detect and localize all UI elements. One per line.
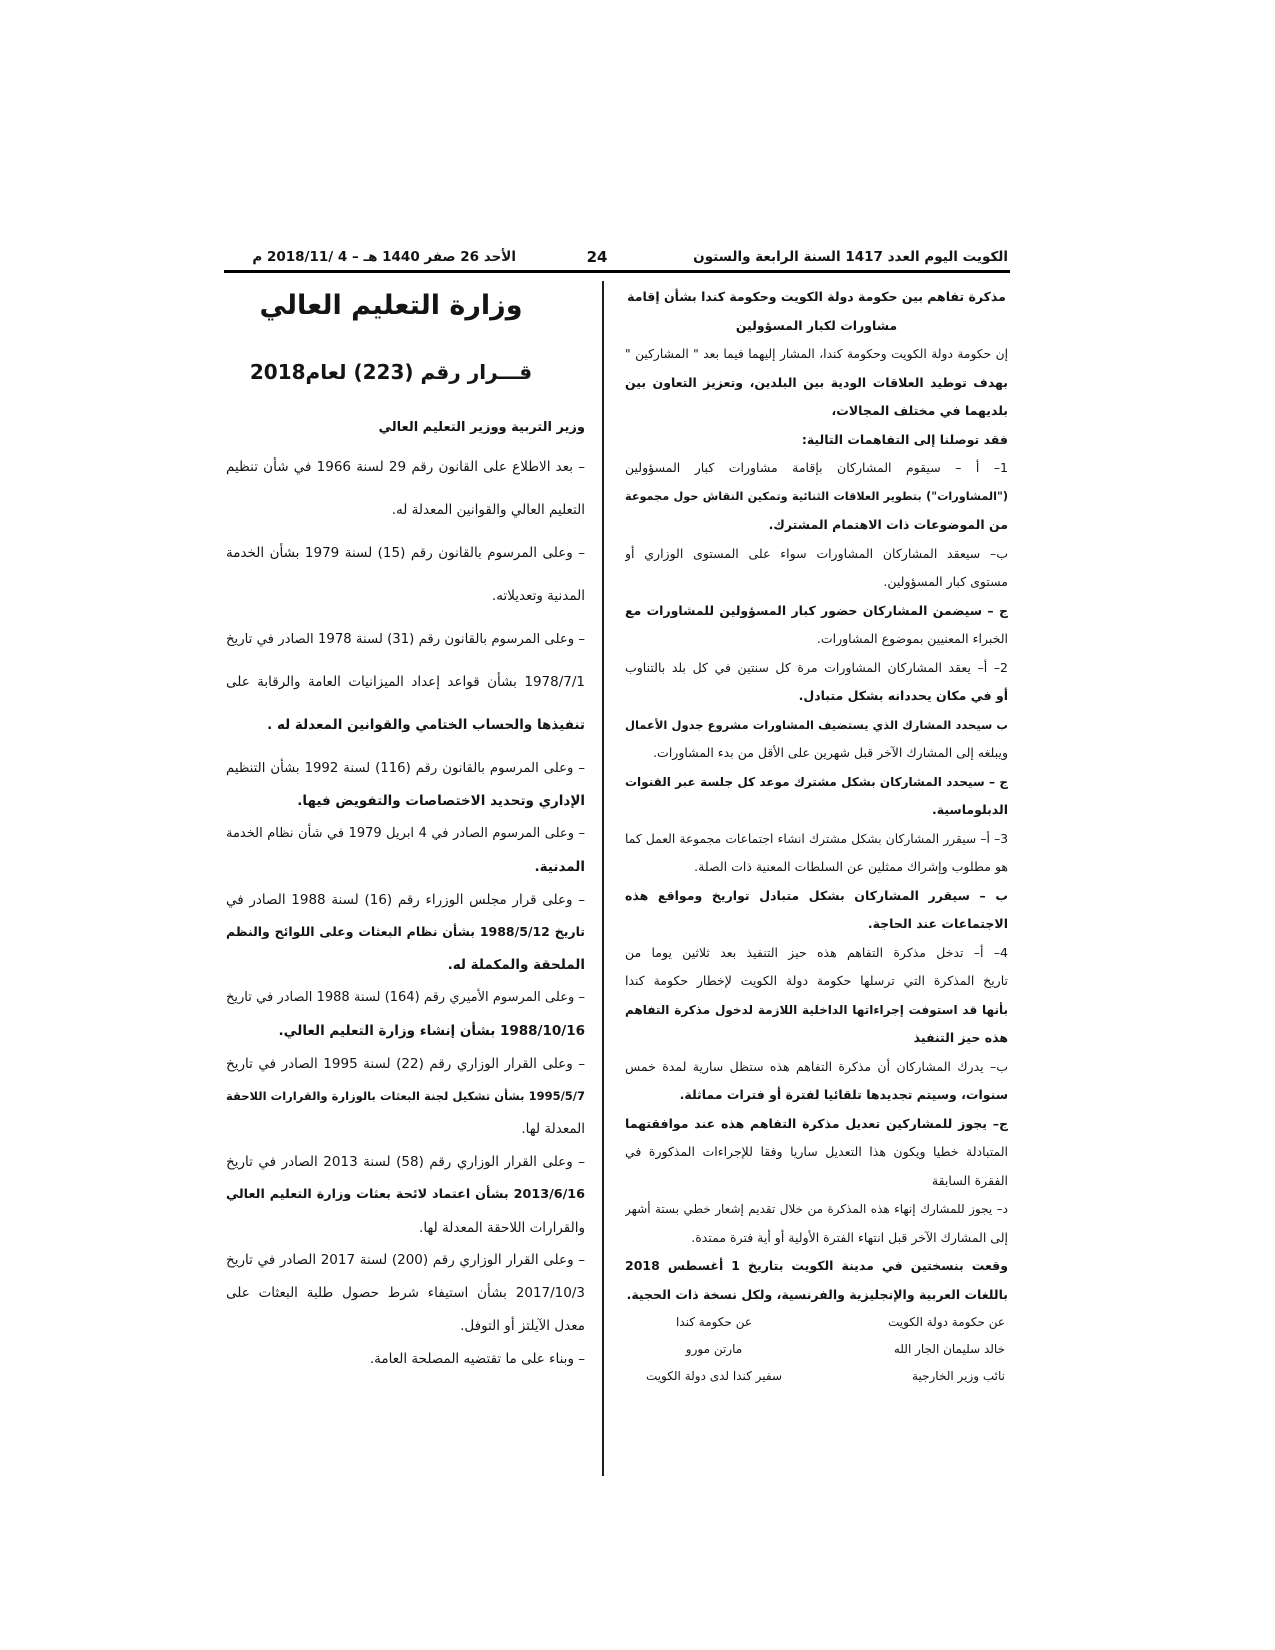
decision-line: – وعلى القرار الوزاري رقم (58) لسنة 2013 الصادر في تاريخ	[226, 1154, 585, 1171]
mou-line: ويبلغه إلى المشارك الآخر قبل شهرين على الأقل من بدء المشاورات.	[653, 745, 1008, 760]
decision-line: 1988/10/16 بشأن إنشاء وزارة التعليم العالي.	[278, 1022, 585, 1039]
mou-line: ("المشاورات") بتطوير العلاقات الثنائية وتمكين النقاش حول مجموعة	[625, 489, 1008, 503]
mou-line: بلديهما في مختلف المجالات،	[831, 403, 1008, 418]
page-number: 24	[586, 248, 608, 266]
decision-line: الملحقة والمكملة له.	[447, 957, 585, 974]
mou-line: إن حكومة دولة الكويت وحكومة كندا، المشار إليهما فيما بعد " المشاركين "	[625, 347, 1008, 361]
mou-line: من الموضوعات ذات الاهتمام المشترك.	[768, 517, 1008, 532]
mou-line: تاريخ المذكرة التي ترسلها حكومة دولة الكويت لإخطار حكومة كندا	[625, 973, 1008, 988]
decision-line: 1978/7/1 بشأن قواعد إعداد الميزانيات العامة والرقابة على	[226, 673, 585, 690]
decision-line: – وعلى المرسوم الأميري رقم (164) لسنة 1988 الصادر في تاريخ	[226, 990, 585, 1006]
signature-canada	[604, 1309, 824, 1390]
decision-preamble-b	[226, 753, 585, 1376]
mou-line: باللغات العربية والإنجليزية والفرنسية، ولكل نسخة ذات الحجية.	[626, 1286, 1008, 1302]
decision-line: تنفيذها والحساب الختامي والقوانين المعدلة له .	[267, 716, 585, 733]
decision-line: معدل الآيلتز أو التوفل.	[460, 1318, 585, 1335]
mou-line: وقعت بنسختين في مدينة الكويت بتاريخ 1 أغسطس 2018	[625, 1258, 1008, 1273]
signature-kuwait-on-behalf: عن حكومة دولة الكويت	[887, 1315, 1005, 1329]
decision-line: 2013/6/16 بشأن اعتماد لائحة بعثات وزارة التعليم العالي	[226, 1186, 585, 1202]
decision-line: والقرارات اللاحقة المعدلة لها.	[419, 1219, 585, 1236]
mou-line: بأنها قد استوفت إجراءاتها الداخلية اللازمة لدخول مذكرة التفاهم	[625, 1002, 1008, 1017]
mou-column	[625, 283, 1008, 1309]
decision-line: تاريخ 1988/5/12 بشأن نظام البعثات وعلى اللوائح والنظم	[226, 924, 585, 940]
signature-canada-on-behalf: عن حكومة كندا	[676, 1315, 752, 1329]
decision-line: – وعلى القرار الوزاري رقم (22) لسنة 1995 الصادر في تاريخ	[226, 1055, 585, 1072]
mou-line: المتبادلة خطيا ويكون هذا التعديل ساريا وفقا للإجراءات المذكورة في	[625, 1144, 1008, 1159]
decision-line: – وعلى المرسوم الصادر في 4 ابريل 1979 في شأن نظام الخدمة	[226, 826, 585, 842]
signature-canada-name: مارتن مورو	[685, 1342, 743, 1356]
decision-line: – وعلى القرار الوزاري رقم (200) لسنة 2017 الصادر في تاريخ	[226, 1252, 585, 1269]
mou-line: ج – سيحدد المشاركان بشكل مشترك موعد كل جلسة عبر القنوات	[625, 774, 1008, 789]
mou-line: هو مطلوب وإشراك ممثلين عن السلطات المعنية ذات الصلة.	[694, 859, 1008, 874]
decision-line: – بعد الاطلاع على القانون رقم 29 لسنة 1966 في شأن تنظيم	[226, 458, 585, 475]
signature-kuwait-name: خالد سليمان الجار الله	[893, 1342, 1005, 1356]
ministry-title: وزارة التعليم العالي	[259, 290, 523, 321]
decision-line: 1995/5/7 بشأن تشكيل لجنة البعثات بالوزارة والقرارات اللاحقة	[226, 1089, 585, 1104]
mou-line: إلى المشارك الآخر قبل انتهاء الفترة الأولية أو أية فترة ممتدة.	[691, 1229, 1008, 1245]
mou-line: فقد توصلنا إلى التفاهمات التالية:	[801, 431, 1008, 447]
decision-line: المدنية وتعديلاته.	[491, 587, 585, 604]
mou-line: الفقرة السابقة	[931, 1172, 1008, 1188]
mou-line: 1– أ – سيقوم المشاركان بإقامة مشاورات كبار المسؤولين	[625, 460, 1008, 475]
mou-line: ب سيحدد المشارك الذي يستضيف المشاورات مشروع جدول الأعمال	[625, 717, 1008, 732]
mou-line: الاجتماعات عند الحاجة.	[867, 916, 1008, 931]
decision-preamble-a	[226, 446, 585, 747]
decision-line: الإداري وتحديد الاختصاصات والتفويض فيها.	[297, 793, 585, 810]
header-issue-info: الكويت اليوم العدد 1417 السنة الرابعة والستون	[693, 249, 1008, 265]
mou-line: ب– سيعقد المشاركان المشاورات سواء على المستوى الوزاري أو	[625, 545, 1008, 561]
mou-line: هذه حيز التنفيذ	[913, 1030, 1008, 1045]
signature-canada-position: سفير كندا لدى دولة الكويت	[645, 1369, 783, 1383]
mou-line: ج – سيضمن المشاركان حضور كبار المسؤولين للمشاورات مع	[625, 602, 1008, 618]
decision-line: 2017/10/3 بشأن استيفاء شرط حصول طلبة البعثات على	[226, 1285, 585, 1302]
decision-line: التعليم العالي والقوانين المعدلة له.	[391, 501, 585, 518]
column-divider	[602, 281, 604, 1476]
mou-line: 3– أ– سيقرر المشاركان بشكل مشترك انشاء اجتماعات مجموعة العمل كما	[625, 831, 1008, 846]
mou-line: الدبلوماسية.	[932, 802, 1008, 817]
decision-issuer: وزير التربية ووزير التعليم العالي	[378, 420, 585, 435]
decision-line: المعدلة لها.	[521, 1121, 585, 1138]
decision-line: – وعلى المرسوم بالقانون رقم (15) لسنة 1979 بشأن الخدمة	[226, 544, 585, 561]
decision-line: – وعلى قرار مجلس الوزراء رقم (16) لسنة 1988 الصادر في	[226, 891, 585, 908]
header-date: الأحد 26 صفر 1440 هـ – 4 /2018/11 م	[252, 249, 516, 265]
mou-line: أو في مكان يحددانه بشكل متبادل.	[798, 688, 1008, 703]
decision-line: – وعلى المرسوم بالقانون رقم (31) لسنة 1978 الصادر في تاريخ	[226, 631, 585, 647]
mou-line: مستوى كبار المسؤولين.	[883, 574, 1008, 589]
mou-line: بهدف توطيد العلاقات الودية بين البلدين، وتعزيز التعاون بين	[625, 374, 1008, 390]
decision-line: المدنية.	[534, 858, 585, 875]
mou-line: ب– يدرك المشاركان أن مذكرة التفاهم هذه ستظل سارية لمدة خمس	[625, 1058, 1008, 1074]
mou-title-line: مشاورات لكبار المسؤولين	[735, 317, 898, 333]
header-rule	[224, 270, 1010, 273]
decision-line: – وبناء على ما تقتضيه المصلحة العامة.	[369, 1350, 585, 1367]
mou-line: 4– أ– تدخل مذكرة التفاهم هذه حيز التنفيذ بعد ثلاثين يوما من	[625, 944, 1008, 960]
mou-title-line: مذكرة تفاهم بين حكومة دولة الكويت وحكومة كندا بشأن إقامة	[627, 289, 1006, 304]
mou-line: د– يجوز للمشارك إنهاء هذه المذكرة من خلال تقديم إشعار خطي بستة أشهر	[625, 1202, 1008, 1216]
signature-kuwait-position: نائب وزير الخارجية	[912, 1369, 1005, 1383]
decision-line: – وعلى المرسوم بالقانون رقم (116) لسنة 1992 بشأن التنظيم	[226, 760, 585, 776]
mou-line: ج– يجوز للمشاركين تعديل مذكرة التفاهم هذه عند موافقتهما	[625, 1115, 1008, 1131]
decision-title: قـــرار رقم (223) لعام2018	[249, 360, 533, 384]
mou-line: الخبراء المعنيين بموضوع المشاورات.	[816, 631, 1008, 646]
mou-line: 2– أ– يعقد المشاركان المشاورات مرة كل سنتين في كل بلد بالتناوب	[625, 659, 1008, 675]
mou-line: ب – سيقرر المشاركان بشكل متبادل تواريخ ومواقع هذه	[625, 887, 1008, 903]
mou-line: سنوات، وسيتم تجديدها تلقائيا لفترة أو فترات مماثلة.	[679, 1087, 1008, 1102]
